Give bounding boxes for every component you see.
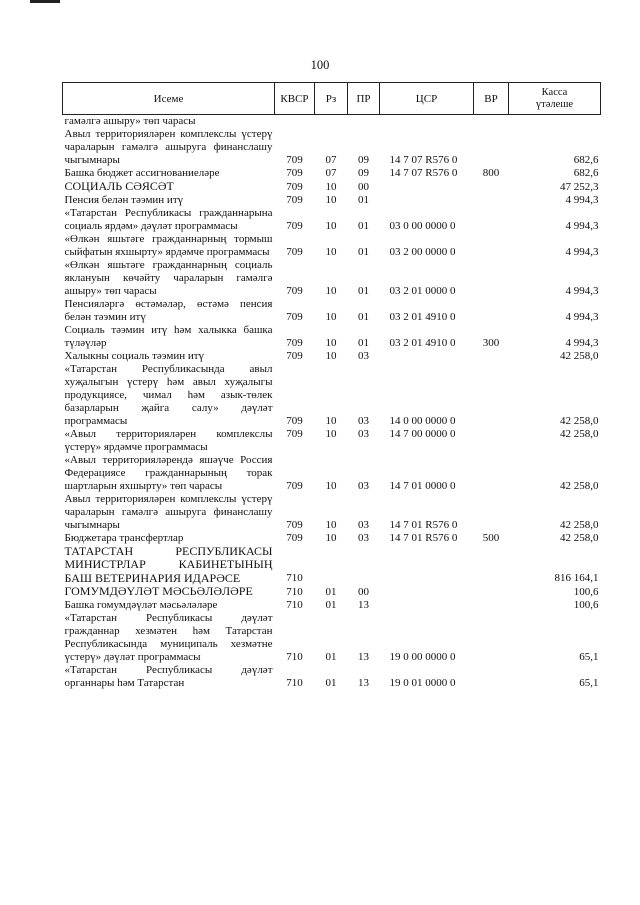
cell-name: Бюджетара трансфертлар: [64, 531, 184, 544]
cell-csr: 14 7 00 0000 0: [389, 427, 456, 440]
cell-vr: [474, 585, 509, 599]
table-row: [63, 350, 601, 363]
cell-pr: 13: [358, 598, 369, 611]
cell-name: «Өлкән яшьтәге гражданнарның социаль яклануын көчәйту чараларын гамәлгә ашыру» төп чарасы: [64, 258, 273, 297]
cell-vr: [474, 194, 509, 207]
header-kvsr: КВСР: [275, 83, 315, 115]
cell-kvsr: 710: [286, 585, 303, 598]
cell-kassa: 65,1: [579, 676, 599, 689]
cell-csr: 19 0 01 0000 0: [389, 676, 456, 689]
cell-rz: 10: [325, 193, 337, 206]
cell-kassa: 4 994,3: [565, 219, 599, 232]
cell-vr: 500: [482, 531, 500, 544]
cell-vr: [474, 428, 509, 454]
cell-rz: 01: [325, 676, 337, 689]
cell-csr: 14 0 00 0000 0: [389, 414, 456, 427]
cell-pr: 00: [358, 180, 369, 193]
corner-mark: [30, 0, 60, 3]
cell-csr: [380, 585, 474, 599]
cell-name: «Татарстан Республикасы дәүләт органнары һәм Татарстан: [64, 663, 273, 689]
table-row: [63, 194, 601, 207]
cell-pr: 03: [358, 414, 369, 427]
cell-kassa: 4 994,3: [565, 245, 599, 258]
cell-pr: 01: [358, 284, 369, 297]
cell-vr: [474, 612, 509, 664]
cell-csr: [380, 194, 474, 207]
cell-kassa: 42 258,0: [560, 349, 599, 362]
cell-vr: 800: [482, 167, 500, 179]
table-row: [63, 664, 601, 690]
cell-kassa: 4 994,3: [565, 310, 599, 323]
cell-kassa: 100,6: [573, 585, 599, 598]
cell-rz: 10: [325, 180, 337, 193]
cell-csr: [380, 350, 474, 363]
cell-pr: 01: [358, 245, 369, 258]
cell-csr: [380, 180, 474, 194]
cell-kassa: 4 994,3: [565, 284, 599, 297]
cell-name: Халыкны социаль тәэмин итү: [64, 349, 205, 362]
cell-kvsr: 709: [286, 479, 303, 492]
cell-vr: [474, 207, 509, 233]
cell-kvsr: 709: [286, 219, 303, 232]
cell-name: СОЦИАЛЬ СӘЯСӘТ: [64, 179, 174, 193]
table-row: [63, 612, 601, 664]
cell-pr: [348, 115, 380, 129]
table-row: [63, 207, 601, 233]
cell-pr: 01: [358, 310, 369, 323]
cell-pr: 03: [358, 479, 369, 492]
cell-vr: [474, 233, 509, 259]
cell-rz: 01: [325, 650, 337, 663]
cell-kassa: 42 258,0: [560, 427, 599, 440]
cell-kassa: 100,6: [573, 598, 599, 611]
cell-rz: 10: [325, 284, 337, 297]
cell-kassa: 65,1: [579, 650, 599, 663]
cell-vr: [474, 545, 509, 586]
cell-name: Пенсия белән тәэмин итү: [64, 193, 184, 206]
cell-kassa: 42 258,0: [560, 531, 599, 544]
cell-kassa: 816 164,1: [554, 572, 599, 584]
cell-kvsr: 709: [286, 310, 303, 323]
cell-name: Пенсияләргә өстәмәләр, өстәмә пенсия белән тәэмин итү: [64, 297, 273, 323]
cell-pr: 13: [358, 650, 369, 663]
cell-vr: [474, 454, 509, 493]
cell-pr: 09: [358, 154, 369, 166]
cell-pr: 03: [358, 349, 369, 362]
header-csr: ЦСР: [380, 83, 474, 115]
cell-rz: 10: [325, 427, 337, 440]
cell-kvsr: 709: [286, 245, 303, 258]
table-row: [63, 585, 601, 599]
cell-kassa: 42 258,0: [560, 414, 599, 427]
cell-name: Башка бюджет ассигнованиеләре: [64, 167, 220, 179]
cell-name: «Авыл территорияләрен комплекслы үстерү» ярдәмче программасы: [64, 427, 273, 453]
header-vr: ВР: [474, 83, 509, 115]
table-row: [63, 180, 601, 194]
cell-csr: [380, 599, 474, 612]
header-rz: Рз: [315, 83, 348, 115]
cell-name: «Татарстан Республикасы гражданнарына социаль ярдәм» дәүләт программасы: [64, 206, 273, 232]
cell-name: Авыл территорияләрен комплекслы үстерү чараларын гамәлгә ашыруга финанслашу чыгымнары: [64, 492, 273, 531]
cell-kvsr: 710: [286, 572, 303, 584]
cell-pr: 03: [358, 531, 369, 544]
table-row: [63, 532, 601, 545]
cell-vr: [474, 363, 509, 428]
cell-pr: 03: [358, 518, 369, 531]
cell-rz: 10: [325, 245, 337, 258]
cell-csr: 03 0 00 0000 0: [389, 219, 456, 232]
cell-name: «Татарстан Республикасында авыл хуҗалыгын үстерү һәм авыл хуҗалыгы продукциясе, чимал һәм азык-төлек базарларын җайга салу» дәүләт программасы: [64, 362, 273, 427]
cell-kassa: 682,6: [573, 154, 599, 166]
cell-csr: 14 7 07 R576 0: [389, 167, 458, 179]
table-row: [63, 454, 601, 493]
cell-kassa: 42 258,0: [560, 518, 599, 531]
cell-vr: [474, 128, 509, 167]
cell-rz: 01: [325, 585, 337, 598]
cell-csr: 03 2 01 4910 0: [389, 310, 456, 323]
cell-rz: 01: [325, 598, 337, 611]
table-row: [63, 233, 601, 259]
cell-rz: 10: [325, 349, 337, 362]
cell-kvsr: 709: [286, 336, 303, 349]
cell-kvsr: 709: [286, 531, 303, 544]
table-header-row: [63, 83, 601, 115]
cell-kassa: 682,6: [573, 167, 599, 179]
cell-kvsr: 709: [286, 284, 303, 297]
cell-rz: 07: [325, 167, 337, 179]
page-number: 100: [310, 58, 330, 72]
cell-name: «Татарстан Республикасы дәүләт гражданнар хезмәтен һәм Татарстан Республикасында муниципаль хезмәтне үстерү» дәүләт программасы: [64, 611, 273, 663]
cell-kvsr: 709: [286, 180, 303, 193]
table-row: [63, 545, 601, 586]
table-row: [63, 115, 601, 129]
cell-kvsr: 709: [286, 414, 303, 427]
cell-vr: [474, 298, 509, 324]
table-row: [63, 324, 601, 350]
cell-vr: [474, 493, 509, 532]
cell-pr: [348, 545, 380, 586]
cell-kassa: 4 994,3: [565, 336, 599, 349]
table-row: [63, 599, 601, 612]
table-body: [63, 115, 601, 690]
cell-kvsr: 709: [286, 154, 303, 166]
cell-csr: [380, 115, 474, 129]
cell-vr: [474, 664, 509, 690]
cell-vr: 300: [482, 336, 500, 349]
cell-pr: 00: [358, 585, 369, 598]
cell-csr: 03 2 00 0000 0: [389, 245, 456, 258]
table-row: [63, 298, 601, 324]
cell-rz: 10: [325, 479, 337, 492]
cell-rz: 10: [325, 310, 337, 323]
table-row: [63, 259, 601, 298]
header-kassa: [509, 83, 601, 115]
cell-name: «Авыл территорияләрендә яшәүче Россия Федерациясе гражданнарының торак шартларын яхшырту» төп чарасы: [64, 453, 273, 492]
header-name: Исеме: [63, 83, 275, 115]
cell-vr: [474, 259, 509, 298]
cell-kassa: 4 994,3: [565, 193, 599, 206]
cell-csr: 14 7 01 R576 0: [389, 518, 458, 531]
cell-rz: 10: [325, 219, 337, 232]
cell-vr: [474, 350, 509, 363]
cell-kassa: 47 252,3: [560, 180, 599, 193]
cell-rz: [315, 115, 348, 129]
cell-rz: 10: [325, 414, 337, 427]
cell-pr: 13: [358, 676, 369, 689]
cell-kvsr: 710: [286, 598, 303, 611]
header-kassa-line1: Касса: [541, 86, 568, 98]
cell-kvsr: 709: [286, 193, 303, 206]
cell-name: ГОМУМДӘҮЛӘТ МӘСЬӘЛӘЛӘРЕ: [64, 584, 253, 598]
cell-kvsr: 709: [286, 427, 303, 440]
table-row: [63, 428, 601, 454]
cell-kassa: 42 258,0: [560, 479, 599, 492]
header-kassa-line2: үтәлеше: [535, 98, 574, 110]
cell-kvsr: 710: [286, 650, 303, 663]
cell-name: Социаль тәэмин итү һәм халыкка башка түләүләр: [64, 323, 273, 349]
cell-vr: [474, 599, 509, 612]
table-row: [63, 128, 601, 167]
cell-pr: 01: [358, 336, 369, 349]
cell-kvsr: [275, 115, 315, 129]
cell-csr: 14 7 01 0000 0: [389, 479, 456, 492]
cell-pr: 03: [358, 427, 369, 440]
cell-name: гамәлгә ашыру» төп чарасы: [64, 115, 196, 127]
cell-pr: 01: [358, 193, 369, 206]
cell-name: Башка гомумдәүләт мәсьәләләре: [64, 598, 218, 611]
cell-kvsr: 709: [286, 518, 303, 531]
cell-kassa: [509, 115, 601, 129]
cell-name: «Өлкән яшьтәге гражданнарның тормыш сыйфатын яхшырту» ярдәмче программасы: [64, 232, 273, 258]
cell-csr: 14 7 01 R576 0: [389, 531, 458, 544]
table-row: [63, 493, 601, 532]
cell-csr: 03 2 01 4910 0: [389, 336, 456, 349]
cell-csr: 14 7 07 R576 0: [389, 154, 458, 166]
cell-name: ТАТАРСТАН РЕСПУБЛИКАСЫ МИНИСТРЛАР КАБИНЕТЫНЫҢ БАШ ВЕТЕРИНАРИЯ ИДАРӘСЕ: [64, 543, 273, 585]
cell-kvsr: 709: [286, 167, 303, 179]
cell-csr: 19 0 00 0000 0: [389, 650, 456, 663]
cell-csr: 03 2 01 0000 0: [389, 284, 456, 297]
header-pr: ПР: [348, 83, 380, 115]
cell-rz: [315, 545, 348, 586]
cell-pr: 01: [358, 219, 369, 232]
cell-name: Авыл территорияләрен комплекслы үстерү чараларын гамәлгә ашыруга финанслашу чыгымнары: [64, 128, 273, 166]
cell-pr: 09: [358, 167, 369, 179]
table-row: [63, 363, 601, 428]
cell-rz: 10: [325, 336, 337, 349]
cell-vr: [474, 115, 509, 129]
cell-vr: [474, 180, 509, 194]
budget-table: [62, 82, 601, 690]
cell-rz: 07: [325, 154, 337, 166]
cell-rz: 10: [325, 531, 337, 544]
cell-csr: [380, 545, 474, 586]
cell-kvsr: 710: [286, 676, 303, 689]
cell-kvsr: 709: [286, 349, 303, 362]
cell-rz: 10: [325, 518, 337, 531]
